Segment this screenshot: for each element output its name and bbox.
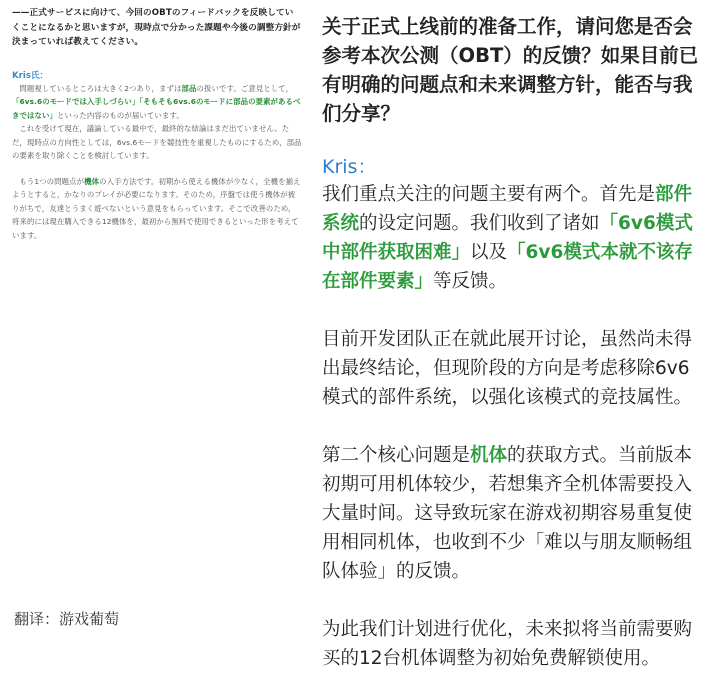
translated-paragraph-3: 第二个核心问题是机体的获取方式。当前版本初期可用机体较少，若想集齐全机体需要投入大量时间。这导致玩家在游戏初期容易重复使用相同机体，也收到不少「难以与朋友顺畅组队体验」的反馈。 — [322, 445, 693, 582]
original-speaker: Kris氏： — [12, 70, 49, 81]
translation-credit: 翻译：游戏葡萄 — [14, 610, 120, 628]
translated-speaker: Kris： — [322, 156, 377, 178]
original-question: ——正式サービスに向けて、今回のOBTのフィードバックを反映していくことになるかと思いますが，現時点で分かった課題や今後の調整方針が決まっていれば教えてください。 — [12, 8, 301, 47]
translated-paragraph-1: 我们重点关注的问题主要有两个。首先是部件系统的设定问题。我们收到了诸如「6v6模式中部件获取困难」以及「6v6模式本就不该存在部件要素」等反馈。 — [322, 184, 693, 292]
translated-paragraph-4: 为此我们计划进行优化，未来拟将当前需要购买的12台机体调整为初始免费解锁使用。 — [322, 619, 693, 669]
original-paragraph-3: もう1つの問題点が機体の入手方法です。初期から使える機体が少なく，全機を揃えようとすると，かなりのプレイが必要になります。そのため，序盤では使う機体が被りがちで，友達とうまく遊べないという意見をもらっています。そこで改善のため，将来的には現在購入できる12機体を，最初から無料で使用できるといった形を考えています。 — [12, 176, 301, 240]
original-paragraph-2: これを受けて現在，議論している最中で，最終的な結論はまだ出ていません。ただ，現時点の方向性としては，6vs.6モードを競技性を重視したものにするため，部品の要素を取り除くことを検討しています。 — [12, 124, 302, 160]
original-article — [12, 6, 302, 242]
translated-paragraph-2: 目前开发团队正在就此展开讨论，虽然尚未得出最终结论，但现阶段的方向是考虑移除6v6模式的部件系统，以强化该模式的竞技属性。 — [322, 329, 693, 408]
translated-question: 关于正式上线前的准备工作，请问您是否会参考本次公测（OBT）的反馈？如果目前已有明确的问题点和未来调整方针，能否与我们分享？ — [322, 15, 699, 125]
original-paragraph-1: 問題視しているところは大きく2つあり，まずは部品の扱いです。ご意見として，「6vs.6のモードでは入手しづらい」「そもそも6vs.6のモードに部品の要素があるべきではない」といった内容のものが届いています。 — [12, 83, 301, 120]
translated-article — [322, 12, 702, 673]
